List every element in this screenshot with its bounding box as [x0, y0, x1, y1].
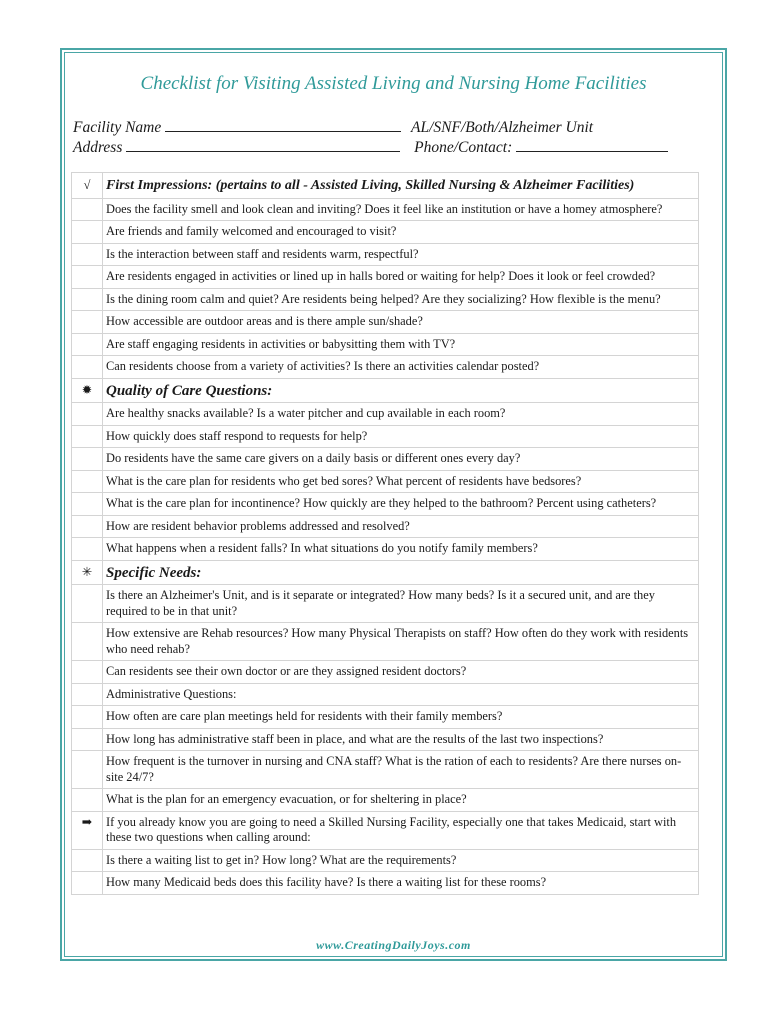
checklist-item: How long has administrative staff been in place, and what are the results of the last two inspections?: [103, 728, 699, 751]
checklist-item: Is the interaction between staff and residents warm, respectful?: [103, 243, 699, 266]
checklist-item: What is the care plan for residents who get bed sores? What percent of residents have bedsores?: [103, 470, 699, 493]
checklist-row: [72, 311, 699, 334]
checklist-row: [72, 706, 699, 729]
address-field[interactable]: [126, 138, 400, 152]
checklist-row: [72, 448, 699, 471]
checklist-row: [72, 470, 699, 493]
checklist-row: [72, 266, 699, 289]
checklist-item: How quickly does staff respond to requests for help?: [103, 425, 699, 448]
checklist-row: [72, 515, 699, 538]
checklist-row-medicaid-intro: [72, 811, 699, 849]
checklist-row: [72, 872, 699, 895]
checklist-item: What happens when a resident falls? In what situations do you notify family members?: [103, 538, 699, 561]
section-header-quality-of-care: [72, 378, 699, 403]
checklist-item: Are staff engaging residents in activities or babysitting them with TV?: [103, 333, 699, 356]
checklist-row: [72, 333, 699, 356]
checklist-item: Can residents choose from a variety of activities? Is there an activities calendar posted?: [103, 356, 699, 379]
checklist-item: Does the facility smell and look clean and inviting? Does it feel like an institution or have a homey atmosphere?: [103, 198, 699, 221]
phone-contact-label: Phone/Contact:: [414, 139, 513, 156]
checklist-row: [72, 221, 699, 244]
checklist-item: Do residents have the same care givers on a daily basis or different ones every day?: [103, 448, 699, 471]
phone-contact-field[interactable]: [516, 138, 668, 152]
checklist-row: [72, 789, 699, 812]
checklist-item: Administrative Questions:: [103, 683, 699, 706]
facility-name-label: Facility Name: [73, 119, 162, 136]
checklist-row: [72, 728, 699, 751]
checklist-item: How many Medicaid beds does this facility have? Is there a waiting list for these rooms?: [103, 872, 699, 895]
checklist-item: How frequent is the turnover in nursing and CNA staff? What is the ration of each to residents? Are there nurses on-site 24/7?: [103, 751, 699, 789]
checklist-row: [72, 623, 699, 661]
checklist-item: How accessible are outdoor areas and is there ample sun/shade?: [103, 311, 699, 334]
arrow-right-icon: ➡: [72, 811, 103, 849]
checklist-row: [72, 356, 699, 379]
checklist-item: How often are care plan meetings held for residents with their family members?: [103, 706, 699, 729]
checklist-row: [72, 661, 699, 684]
asterisk-icon: ✳: [72, 560, 103, 585]
checklist-row: [72, 751, 699, 789]
unit-type-label: AL/SNF/Both/Alzheimer Unit: [411, 119, 594, 136]
address-row: [73, 138, 668, 157]
section-heading: Specific Needs:: [103, 560, 699, 585]
checklist-row: [72, 425, 699, 448]
checklist-item: How extensive are Rehab resources? How many Physical Therapists on staff? How often do they work with residents who need rehab?: [103, 623, 699, 661]
checklist-item: Is there a waiting list to get in? How long? What are the requirements?: [103, 849, 699, 872]
checklist-row: [72, 538, 699, 561]
checklist-item: Is there an Alzheimer's Unit, and is it separate or integrated? How many beds? Is it a secured unit, and are they required to be in that unit?: [103, 585, 699, 623]
checkmark-icon: √: [72, 173, 103, 199]
checklist-row: [72, 849, 699, 872]
starburst-icon: ✹: [72, 378, 103, 403]
checklist-row: [72, 683, 699, 706]
section-header-first-impressions: [72, 173, 699, 199]
checklist-row: [72, 403, 699, 426]
checklist-item: How are resident behavior problems addressed and resolved?: [103, 515, 699, 538]
checklist-row: [72, 493, 699, 516]
section-heading: Quality of Care Questions:: [103, 378, 699, 403]
checklist-item: If you already know you are going to need a Skilled Nursing Facility, especially one that takes Medicaid, start with these two questions when calling around:: [103, 811, 699, 849]
checklist-item: Are residents engaged in activities or lined up in halls bored or waiting for help? Does it look or feel crowded?: [103, 266, 699, 289]
checklist-item: Can residents see their own doctor or are they assigned resident doctors?: [103, 661, 699, 684]
checklist-row: [72, 198, 699, 221]
address-label: Address: [73, 139, 123, 156]
checklist-item: Are healthy snacks available? Is a water pitcher and cup available in each room?: [103, 403, 699, 426]
checklist-row: [72, 288, 699, 311]
checklist-item: Is the dining room calm and quiet? Are residents being helped? Are they socializing? How flexible is the menu?: [103, 288, 699, 311]
footer-website: www.CreatingDailyJoys.com: [316, 938, 471, 952]
facility-name-field[interactable]: [165, 118, 401, 132]
section-heading: First Impressions: (pertains to all - Assisted Living, Skilled Nursing & Alzheimer Facilities): [103, 173, 699, 199]
checklist-table: [71, 172, 699, 895]
checklist-row: [72, 585, 699, 623]
checklist-item: What is the plan for an emergency evacuation, or for sheltering in place?: [103, 789, 699, 812]
section-header-specific-needs: [72, 560, 699, 585]
checklist-row: [72, 243, 699, 266]
checklist-item: Are friends and family welcomed and encouraged to visit?: [103, 221, 699, 244]
checklist-item: What is the care plan for incontinence? How quickly are they helped to the bathroom? Percent using catheters?: [103, 493, 699, 516]
page-title: Checklist for Visiting Assisted Living and Nursing Home Facilities: [140, 73, 647, 94]
facility-row: [73, 118, 593, 137]
